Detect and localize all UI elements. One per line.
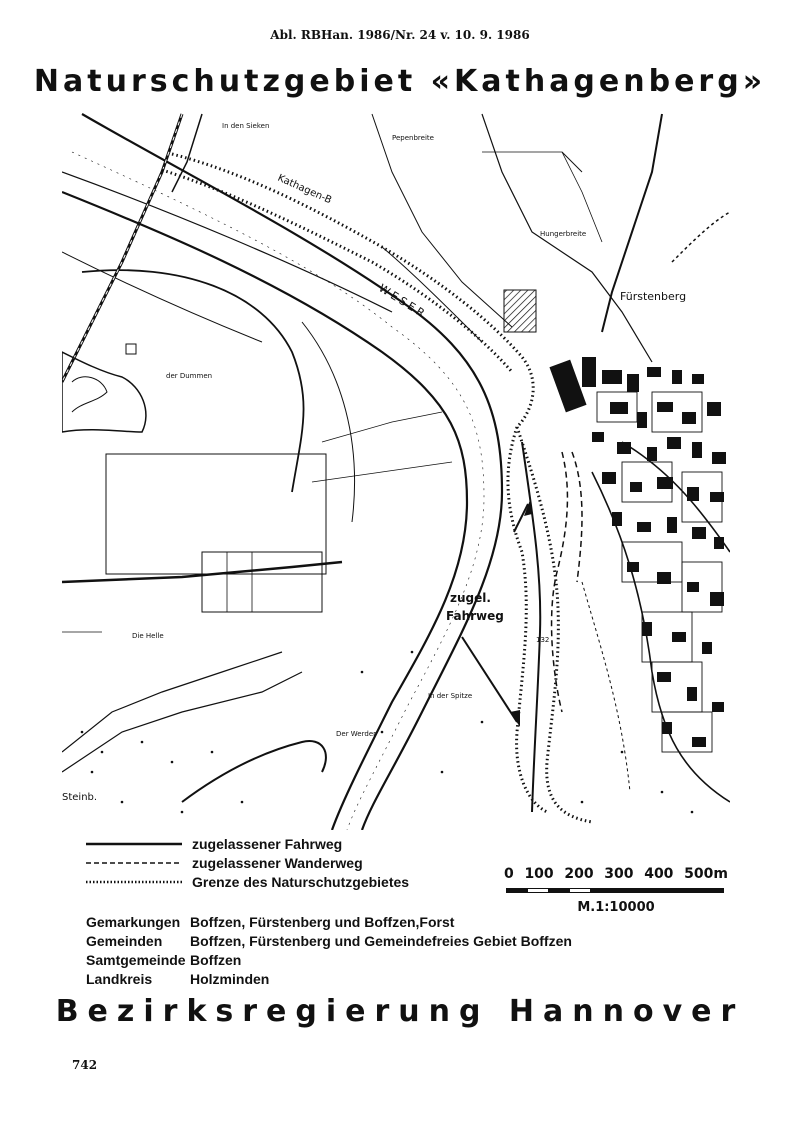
admin-row: [86, 971, 572, 990]
scale-ratio: M.1:10000: [577, 900, 655, 915]
legend-fahrweg: zugelassener Fahrweg: [192, 836, 343, 852]
label-steinb: Steinb.: [62, 792, 98, 803]
label-weser: WESER: [376, 281, 430, 322]
admin-row: [86, 914, 572, 933]
label-kathagen-b: Kathagen-B: [275, 172, 334, 207]
admin-info: [86, 914, 572, 990]
admin-key: Landkreis: [86, 971, 153, 987]
label-der-dummen: der Dummen: [166, 372, 213, 380]
admin-row: [86, 952, 572, 971]
admin-key: Samtgemeinde: [86, 952, 186, 968]
label-fuerstenberg: Fürstenberg: [620, 290, 687, 303]
legend-dotted-line: [86, 876, 182, 888]
footer-authority: Bezirksregierung Hannover: [55, 994, 745, 1029]
label-fahrweg: Fahrweg: [446, 609, 504, 623]
admin-value: Boffzen, Fürstenberg und Gemeindefreies Gebiet Boffzen: [190, 933, 572, 949]
admin-value: Boffzen, Fürstenberg und Boffzen,Forst: [190, 914, 455, 930]
label-in-der-spitze: In der Spitze: [428, 692, 473, 700]
scale-bar: [504, 866, 728, 915]
scale-tick: 0: [504, 866, 514, 882]
scale-tick: 100: [524, 866, 554, 882]
label-hungerbreite: Hungerbreite: [540, 230, 587, 238]
admin-value: Boffzen: [190, 952, 242, 968]
scale-tick: 400: [644, 866, 674, 882]
label-height-132: 132: [536, 636, 550, 644]
admin-key: Gemeinden: [86, 933, 163, 949]
scale-tick: 300: [604, 866, 634, 882]
scale-ruler: [504, 885, 728, 895]
label-die-helle: Die Helle: [132, 632, 164, 640]
label-der-werder: Der Werder: [336, 730, 377, 738]
legend-wanderweg: zugelassener Wanderweg: [192, 855, 363, 871]
page-number: 742: [72, 1058, 98, 1072]
legend-dashed-line: [86, 857, 182, 869]
legend-grenze: Grenze des Naturschutzgebietes: [192, 874, 410, 890]
map: [62, 112, 730, 830]
admin-value: Holzminden: [190, 971, 270, 987]
page-title: Naturschutzgebiet «Kathagenberg»: [33, 64, 767, 99]
scale-tick: 200: [564, 866, 594, 882]
admin-row: [86, 933, 572, 952]
label-zugel: zugel.: [450, 591, 491, 605]
gazette-citation: Abl. RBHan. 1986/Nr. 24 v. 10. 9. 1986: [270, 28, 530, 42]
scale-tick: 500m: [684, 866, 728, 882]
admin-key: Gemarkungen: [86, 914, 181, 930]
label-pepenbreite: Pepenbreite: [392, 134, 434, 142]
label-in-den-sieken: In den Sieken: [222, 122, 270, 130]
legend-solid-line: [86, 838, 182, 850]
